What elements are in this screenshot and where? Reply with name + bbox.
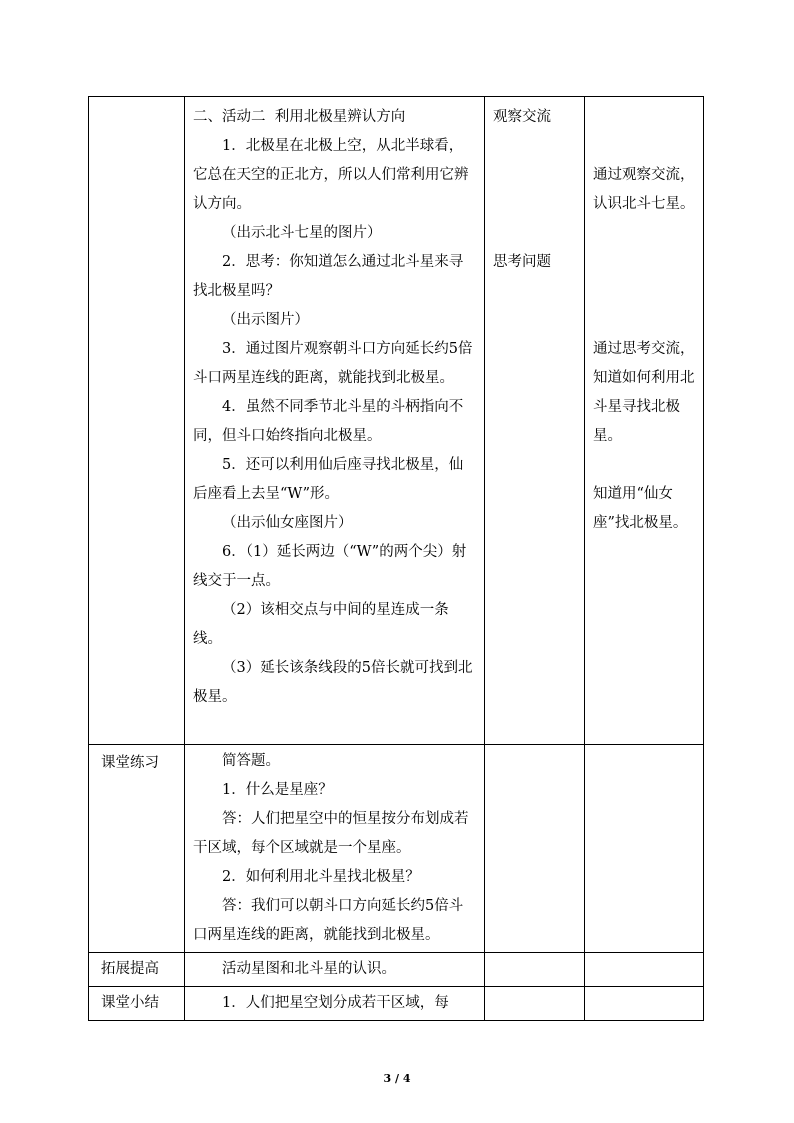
empty-cell	[485, 987, 585, 1021]
table-row-practice	[89, 745, 704, 953]
table-row-summary	[89, 987, 704, 1021]
activity-paragraph: （2）该相交点与中间的星连成一条线。	[193, 602, 449, 647]
activity-paragraph: 2．思考：你知道怎么通过北斗星来寻找北极星吗？	[193, 254, 464, 299]
empty-cell	[485, 745, 585, 953]
activity-paragraph: （出示北斗七星的图片）	[222, 225, 382, 241]
practice-paragraph: 答：人们把星空中的恒星按分布划成若干区域，每个区域就是一个星座。	[193, 811, 469, 856]
student-activity-observe: 观察交流	[493, 109, 551, 125]
activity-paragraph: （出示仙女座图片）	[222, 515, 353, 531]
practice-paragraph: 简答题。	[222, 753, 280, 769]
practice-lines	[185, 745, 484, 952]
content-cell	[185, 953, 485, 987]
practice-paragraph: 1．什么是星座？	[222, 782, 333, 798]
practice-paragraph: 2．如何利用北斗星找北极星？	[222, 869, 420, 885]
activity-paragraph: 4．虽然不同季节北斗星的斗柄指向不同，但斗口始终指向北极星。	[193, 399, 464, 444]
empty-cell	[585, 745, 704, 953]
activity-paragraph: （出示图片）	[222, 312, 309, 328]
content-cell	[185, 987, 485, 1021]
label-cell	[89, 745, 185, 953]
label-cell	[89, 953, 185, 987]
content-cell	[185, 97, 485, 745]
practice-label: 课堂练习	[101, 755, 159, 771]
practice-paragraph: 答：我们可以朝斗口方向延长约5倍斗口两星连线的距离，就能找到北极星。	[193, 898, 464, 943]
extension-text: 活动星图和北斗星的认识。	[222, 961, 396, 977]
student-activity-think: 思考问题	[493, 254, 551, 270]
label-cell	[89, 97, 185, 745]
activity-heading: 二、活动二 利用北极星辨认方向	[193, 109, 406, 125]
lesson-plan-table	[88, 96, 704, 1021]
table-row-activity	[89, 97, 704, 745]
empty-cell	[485, 953, 585, 987]
summary-label: 课堂小结	[101, 995, 159, 1011]
intent-think: 通过思考交流，知道如何利用北斗星寻找北极星。	[593, 341, 695, 444]
student-activity-cell	[485, 97, 585, 745]
empty-cell	[585, 987, 704, 1021]
activity-paragraph: 3．通过图片观察朝斗口方向延长约5倍斗口两星连线的距离，就能找到北极星。	[193, 341, 473, 386]
design-intent-cell	[585, 97, 704, 745]
table-row-extension	[89, 953, 704, 987]
page-number: 3 / 4	[383, 1072, 411, 1085]
summary-text: 1．人们把星空划分成若干区域，每	[222, 995, 449, 1011]
intent-cassiopeia: 知道用“仙女座”找北极星。	[593, 486, 688, 531]
activity-paragraph: 5．还可以利用仙后座寻找北极星，仙后座看上去呈“W”形。	[193, 457, 464, 502]
extension-label: 拓展提高	[101, 961, 159, 977]
content-cell	[185, 745, 485, 953]
activity-paragraph: （3）延长该条线段的5倍长就可找到北极星。	[193, 660, 473, 705]
activity-content	[185, 97, 484, 714]
activity-paragraph: 1．北极星在北极上空，从北半球看，它总在天空的正北方，所以人们常利用它辨认方向。	[193, 138, 469, 212]
activity-lines	[193, 132, 476, 712]
empty-cell	[585, 953, 704, 987]
activity-paragraph: 6．（1）延长两边（“W”的两个尖）射线交于一点。	[193, 544, 467, 589]
intent-observe: 通过观察交流，认识北斗七星。	[593, 167, 695, 212]
label-cell	[89, 987, 185, 1021]
